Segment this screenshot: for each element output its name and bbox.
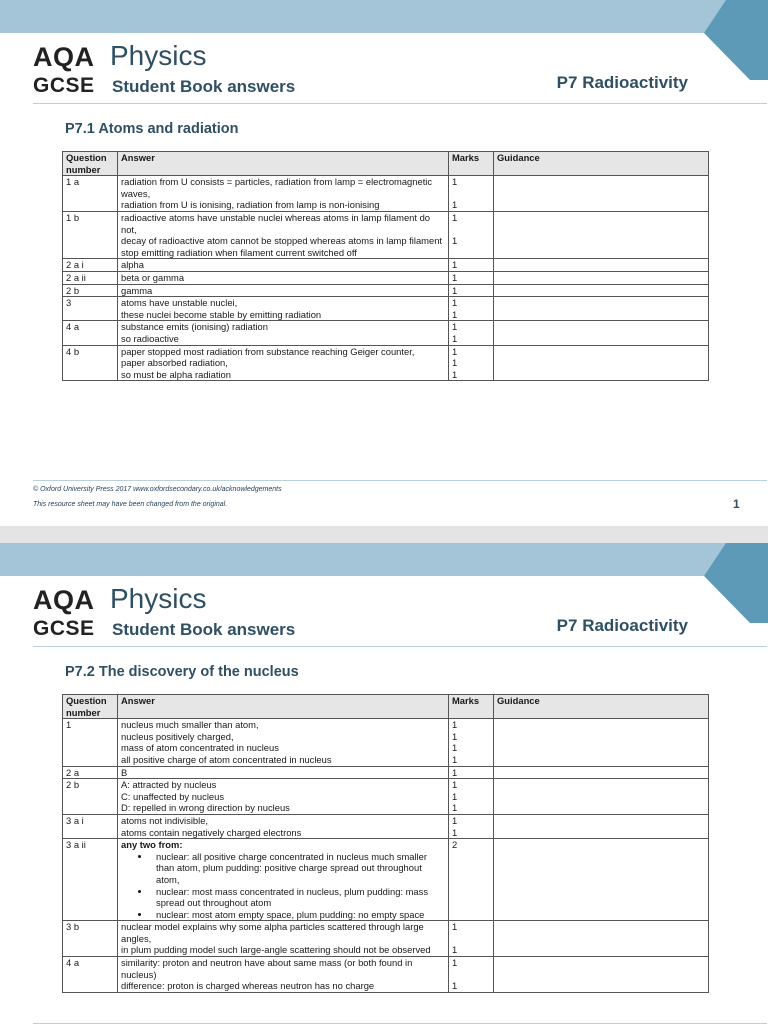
question-number-cell: 4 a [63,957,118,993]
table-row [63,284,709,297]
marks-cell [449,921,494,957]
guidance-cell [494,297,709,321]
mark-value: 1 [452,826,458,838]
guidance-cell [494,211,709,258]
marks-cell [449,271,494,284]
mark-value: 1 [452,345,458,357]
table-row [63,211,709,258]
answer-line: atoms contain negatively charged electrons [121,826,302,838]
answer-line: mass of atom concentrated in nucleus [121,742,279,754]
mark-value: 1 [452,802,458,814]
answer-cell [118,814,449,838]
table-row [63,921,709,957]
answer-line: radiation from U consists = particles, radiation from lamp = electromagnetic waves, [121,176,433,199]
answer-bullet: • nuclear: all positive charge concentrated in nucleus much smaller than atom, plum pudding: positive charge spread out throughout atom, [151,851,445,886]
book-title: Student Book answers [112,77,296,96]
mark-value: 1 [452,980,458,992]
header-guidance: Guidance [494,152,709,176]
marks-cell [449,779,494,815]
table-row [63,321,709,345]
footer-copyright: © Oxford University Press 2017 www.oxfordsecondary.co.uk/acknowledgements [33,486,282,493]
mark-value: 1 [452,321,458,333]
logo-aqa: AQA [33,42,95,72]
guidance-cell [494,259,709,272]
mark-value: 1 [452,308,458,320]
mark-value: 1 [452,921,458,933]
answer-cell [118,321,449,345]
guidance-cell [494,176,709,212]
answer-line: these nuclei become stable by emitting radiation [121,308,322,320]
guidance-cell [494,284,709,297]
mark-value: 1 [452,259,458,271]
mark-value: 1 [452,332,458,344]
mark-value: 1 [452,271,458,283]
question-number-cell: 2 a i [63,259,118,272]
guidance-cell [494,271,709,284]
header-question: Question number [63,152,118,176]
question-number-cell: 3 a ii [63,839,118,921]
answer-line: paper stopped most radiation from substance reaching Geiger counter, [121,345,415,357]
answer-cell [118,719,449,766]
header-guidance: Guidance [494,695,709,719]
answer-line: nucleus positively charged, [121,730,234,742]
question-number-cell: 2 a [63,766,118,779]
mark-value: 1 [452,297,458,309]
answers-table [62,694,709,993]
section-title: P7.1 Atoms and radiation [65,121,239,137]
mark-value [452,933,490,945]
book-title: Student Book answers [112,620,296,639]
answer-line: atoms not indivisible, [121,814,209,826]
mark-value: 1 [452,199,458,211]
guidance-cell [494,345,709,381]
table-row [63,766,709,779]
answer-line: radioactive atoms have unstable nuclei whereas atoms in lamp filament do not, [121,211,431,235]
question-number-cell: 2 a ii [63,271,118,284]
table-header-row [63,695,709,719]
footer-divider [33,480,767,481]
mark-value: 1 [452,730,458,742]
mark-value: 1 [452,779,458,791]
question-number-cell: 4 b [63,345,118,381]
answer-cell [118,297,449,321]
answer-cell [118,259,449,272]
question-number-cell: 3 a i [63,814,118,838]
mark-value: 1 [452,957,458,969]
header-marks: Marks [449,152,494,176]
question-number-cell: 1 [63,719,118,766]
chapter-title: P7 Radioactivity [556,616,688,635]
answer-cell [118,284,449,297]
header-band [0,543,768,576]
header-answer: Answer [118,695,449,719]
mark-value: 1 [452,814,458,826]
question-number-cell: 3 [63,297,118,321]
marks-cell [449,839,494,921]
table-row [63,779,709,815]
mark-value: 1 [452,284,458,296]
answer-line: atoms have unstable nuclei, [121,297,238,309]
mark-value: 2 [452,839,458,851]
answer-bullet-list [121,851,445,921]
mark-value [452,224,490,236]
question-number-cell: 1 a [63,176,118,212]
answer-line: C: unaffected by nucleus [121,790,225,802]
mark-value: 1 [452,176,458,188]
page-2 [0,543,768,1024]
answer-bullet: • nuclear: most atom empty space, plum pudding: no empty space [151,909,445,921]
answer-line: difference: proton is charged whereas neutron has no charge [121,980,375,992]
marks-cell [449,957,494,993]
answer-line: so radioactive [121,332,179,344]
footer-note: This resource sheet may have been changed from the original. [33,501,228,508]
answer-cell [118,766,449,779]
answer-line: paper absorbed radiation, [121,357,228,369]
table-row [63,814,709,838]
question-number-cell: 2 b [63,779,118,815]
mark-value: 1 [452,235,458,247]
answer-cell [118,176,449,212]
marks-cell [449,766,494,779]
marks-cell [449,259,494,272]
page-gap [0,526,768,543]
guidance-cell [494,921,709,957]
mark-value: 1 [452,357,458,369]
header-answer: Answer [118,152,449,176]
answer-cell [118,957,449,993]
mark-value [452,188,490,200]
mark-value [452,969,490,981]
table-row [63,297,709,321]
guidance-cell [494,839,709,921]
answer-line: nuclear model explains why some alpha particles scattered through large angles, [121,921,424,944]
mark-value: 1 [452,719,458,731]
marks-cell [449,345,494,381]
mark-value: 1 [452,211,458,223]
answers-table [62,151,709,381]
answer-line: D: repelled in wrong direction by nucleus [121,802,290,814]
header-question: Question number [63,695,118,719]
table-row [63,719,709,766]
answer-line: nucleus much smaller than atom, [121,719,259,731]
header-divider [33,646,767,647]
mark-value: 1 [452,368,458,380]
answer-cell [118,839,449,921]
answer-line: so must be alpha radiation [121,368,231,380]
marks-cell [449,719,494,766]
table-row [63,271,709,284]
table-row [63,259,709,272]
question-number-cell: 1 b [63,211,118,258]
table-row [63,345,709,381]
logo-level: GCSE [33,617,95,640]
marks-cell [449,297,494,321]
header-band [0,0,768,33]
header-divider [33,103,767,104]
answer-cell [118,345,449,381]
question-number-cell: 2 b [63,284,118,297]
mark-value: 1 [452,790,458,802]
logo-subject: Physics [110,583,207,614]
answer-line: A: attracted by nucleus [121,779,217,791]
answer-line: substance emits (ionising) radiation [121,321,268,333]
marks-cell [449,176,494,212]
answer-line: in plum pudding model such large-angle scattering should not be observed [121,944,431,956]
mark-value: 1 [452,753,458,765]
guidance-cell [494,766,709,779]
table-row [63,176,709,212]
header-marks: Marks [449,695,494,719]
answer-cell [118,921,449,957]
answer-line: alpha [121,259,144,271]
mark-value: 1 [452,742,458,754]
answer-line: decay of radioactive atom cannot be stopped whereas atoms in lamp filament stop emitting radiation when filament current switched off [121,235,443,258]
mark-value: 1 [452,766,458,778]
guidance-cell [494,957,709,993]
answer-line: beta or gamma [121,271,185,283]
answer-bullet: • nuclear: most mass concentrated in nucleus, plum pudding: mass spread out throughout atom [151,886,445,909]
marks-cell [449,211,494,258]
section-title: P7.2 The discovery of the nucleus [65,664,299,680]
answer-line: all positive charge of atom concentrated in nucleus [121,753,332,765]
answer-line: radiation from U is ionising, radiation from lamp is non-ionising [121,199,380,211]
answer-line: B [121,766,128,778]
page-number: 1 [733,497,740,511]
guidance-cell [494,814,709,838]
answer-cell [118,271,449,284]
answer-lead: any two from: [121,839,183,851]
answer-cell [118,211,449,258]
marks-cell [449,284,494,297]
logo-aqa: AQA [33,585,95,615]
table-header-row [63,152,709,176]
table-row [63,957,709,993]
answer-line: similarity: proton and neutron have about same mass (or both found in nucleus) [121,957,413,980]
guidance-cell [494,779,709,815]
logo-subject: Physics [110,40,207,71]
marks-cell [449,814,494,838]
answer-line: gamma [121,284,153,296]
guidance-cell [494,719,709,766]
chapter-title: P7 Radioactivity [556,73,688,92]
logo-level: GCSE [33,74,95,97]
question-number-cell: 3 b [63,921,118,957]
table-row [63,839,709,921]
marks-cell [449,321,494,345]
mark-value: 1 [452,944,458,956]
answer-cell [118,779,449,815]
guidance-cell [494,321,709,345]
question-number-cell: 4 a [63,321,118,345]
